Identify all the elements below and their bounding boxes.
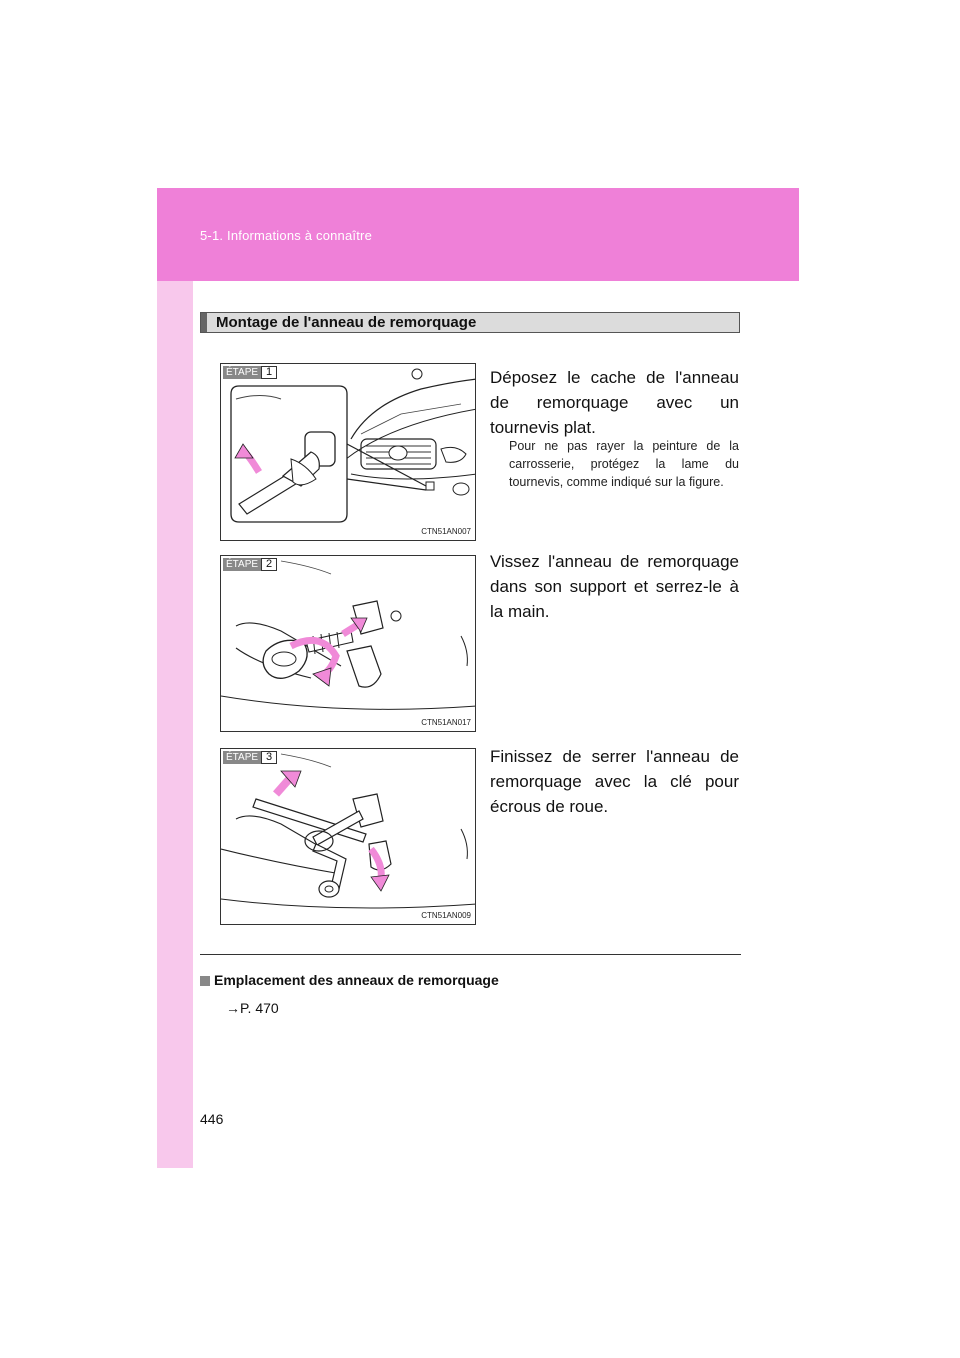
bumper-cover-removal-illustration	[221, 364, 476, 541]
step-1-badge	[223, 366, 277, 379]
step-3-text: Finissez de serrer l'anneau de remorquage avec la clé pour écrous de roue.	[490, 747, 739, 816]
step-1-label: ÉTAPE	[223, 366, 261, 379]
subsection-title: Emplacement des anneaux de remorquage	[214, 972, 499, 988]
eyelet-screw-in-illustration	[221, 556, 476, 732]
page-number: 446	[200, 1111, 224, 1127]
step-1-figure	[220, 363, 476, 541]
section-title: Montage de l'anneau de remorquage	[216, 314, 477, 331]
step-2-number: 2	[261, 558, 277, 571]
subsection-heading	[200, 972, 499, 988]
step-2-label: ÉTAPE	[223, 558, 261, 571]
wrench-tightening-illustration	[221, 749, 476, 925]
section-title-marker	[201, 313, 207, 332]
step-1-figure-code: CTN51AN007	[421, 527, 471, 536]
step-3-label: ÉTAPE	[223, 751, 261, 764]
step-3-badge	[223, 751, 277, 764]
page-reference-link[interactable]: →P. 470	[226, 1000, 279, 1016]
step-1-number: 1	[261, 366, 277, 379]
section-title-bar	[200, 312, 740, 333]
step-2-text: Vissez l'anneau de remorquage dans son support et serrez-le à la main.	[490, 552, 739, 621]
step-2-badge	[223, 558, 277, 571]
chapter-header: 5-1. Informations à connaître	[200, 228, 373, 243]
step-1-note: Pour ne pas rayer la peinture de la carrosserie, protégez la lame du tournevis, comme indiqué sur la figure.	[509, 439, 739, 489]
section-divider	[200, 954, 741, 955]
step-2-figure	[220, 555, 476, 732]
step-2-figure-code: CTN51AN017	[421, 718, 471, 727]
square-bullet-icon	[200, 976, 210, 986]
step-3-figure-code: CTN51AN009	[421, 911, 471, 920]
page-side-band	[157, 188, 193, 1168]
step-1-text: Déposez le cache de l'anneau de remorquage avec un tournevis plat.	[490, 368, 739, 437]
step-3-number: 3	[261, 751, 277, 764]
step-3-figure	[220, 748, 476, 925]
